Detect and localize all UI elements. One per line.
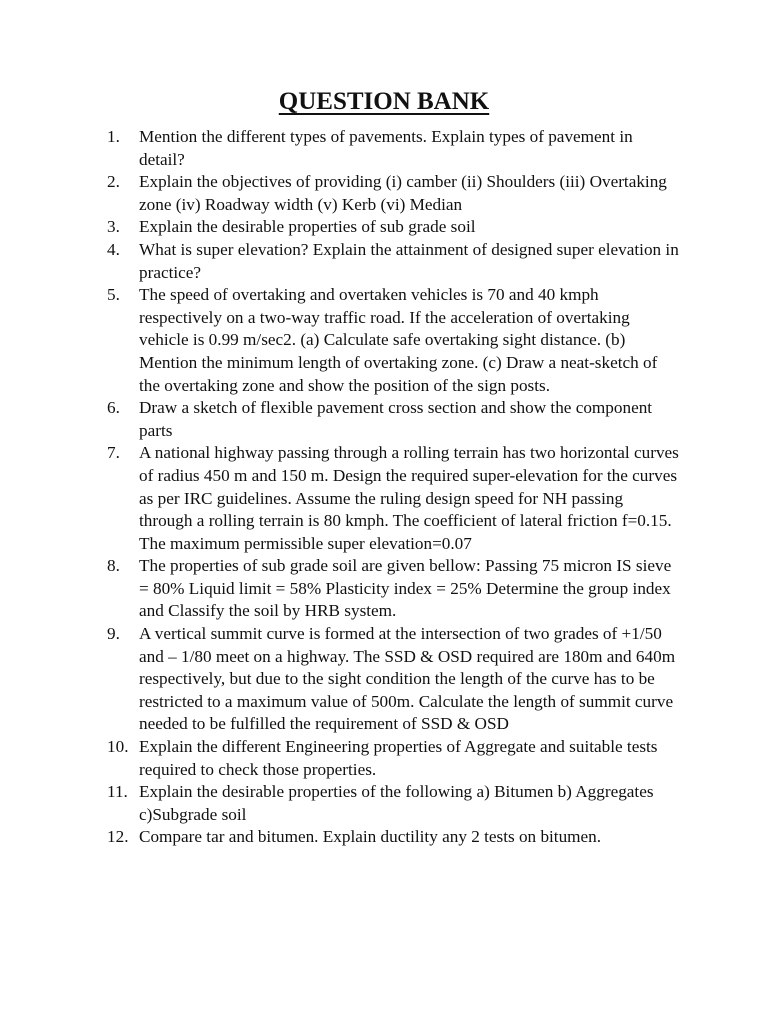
question-number: 10. — [107, 737, 129, 757]
question-text: The properties of sub grade soil are given bellow: Passing 75 micron IS sieve = 80% Liquid limit = 58% Plasticity index = 25% Determine the group index and Classify the soil by HRB system. — [139, 556, 672, 621]
question-item-8 — [0, 555, 768, 623]
question-number: 2. — [107, 172, 120, 192]
question-number: 12. — [107, 827, 129, 847]
question-text: Explain the desirable properties of the following a) Bitumen b) Aggregates c)Subgrade soil — [139, 782, 654, 824]
question-text: A national highway passing through a rolling terrain has two horizontal curves of radius 450 m and 150 m. Design the required super-elevation for the curves as per IRC guidelines. Assume the ruling design speed for NH passing through a rolling terrain is 80 kmph. The coefficient of lateral friction f=0.15. The maximum permissible super elevation=0.07 — [139, 443, 679, 553]
question-number: 3. — [107, 217, 120, 237]
question-text: Compare tar and bitumen. Explain ductility any 2 tests on bitumen. — [139, 827, 602, 847]
page-title-text: QUESTION BANK — [278, 88, 490, 115]
question-item-1 — [0, 126, 768, 171]
question-item-11 — [0, 781, 768, 826]
question-text: Explain the different Engineering properties of Aggregate and suitable tests required to check those properties. — [139, 737, 658, 779]
question-item-7 — [0, 442, 768, 555]
question-item-2 — [0, 171, 768, 216]
question-number: 11. — [107, 782, 128, 802]
question-number: 6. — [107, 398, 120, 418]
question-text: A vertical summit curve is formed at the intersection of two grades of +1/50 and – 1/80 meet on a highway. The SSD & OSD required are 180m and 640m respectively, but due to the sight condition the length of the curve has to be restricted to a maximum value of 500m. Calculate the length of summit curve needed to be fulfilled the requirement of SSD & OSD — [139, 624, 676, 734]
question-text: Explain the objectives of providing (i) camber (ii) Shoulders (iii) Overtaking zone (iv) Roadway width (v) Kerb (vi) Median — [139, 172, 667, 214]
question-item-12 — [0, 826, 768, 849]
question-item-9 — [0, 623, 768, 736]
question-item-5 — [0, 284, 768, 397]
question-text: Draw a sketch of flexible pavement cross section and show the component parts — [139, 398, 653, 440]
question-number: 9. — [107, 624, 120, 644]
question-number: 8. — [107, 556, 120, 576]
question-text: What is super elevation? Explain the attainment of designed super elevation in practice? — [139, 239, 679, 282]
question-item-6 — [0, 397, 768, 442]
question-item-10 — [0, 736, 768, 781]
question-text: Mention the different types of pavements. Explain types of pavement in detail? — [139, 127, 633, 169]
question-list — [0, 126, 768, 849]
question-text: Explain the desirable properties of sub grade soil — [139, 217, 476, 237]
question-number: 5. — [107, 285, 120, 305]
page-title — [0, 86, 768, 118]
question-text: The speed of overtaking and overtaken vehicles is 70 and 40 kmph respectively on a two-way traffic road. If the acceleration of overtaking vehicle is 0.99 m/sec2. (a) Calculate safe overtaking sight distance. (b) Mention the minimum length of overtaking zone. (c) Draw a neat-sketch of the overtaking zone and show the position of the sign posts. — [139, 285, 658, 395]
question-number: 4. — [107, 239, 120, 259]
question-number: 1. — [107, 127, 120, 146]
question-item-4 — [0, 239, 768, 284]
question-item-3 — [0, 216, 768, 239]
question-number: 7. — [107, 443, 120, 463]
